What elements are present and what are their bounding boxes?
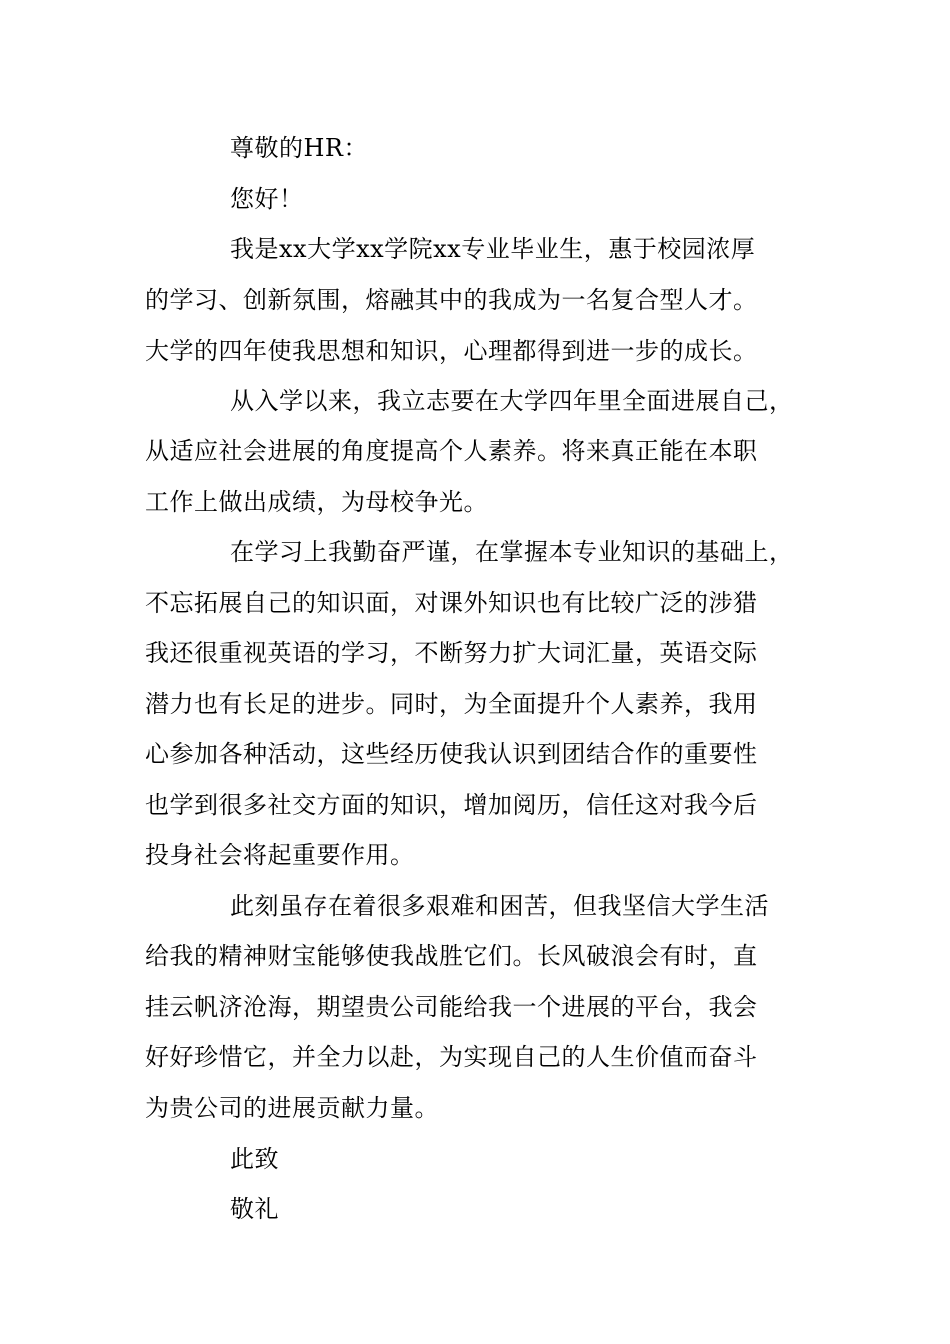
- paragraph-3-line-6: 也学到很多社交方面的知识，增加阅历，信任这对我今后: [145, 791, 758, 819]
- paragraph-4-line-5: 为贵公司的进展贡献力量。: [145, 1094, 439, 1122]
- closing-respectfully: 此致: [230, 1145, 279, 1173]
- salutation: 尊敬的HR：: [230, 134, 368, 162]
- paragraph-4-line-2: 给我的精神财宝能够使我战胜它们。长风破浪会有时，直: [145, 942, 758, 970]
- paragraph-2-line-2: 从适应社会进展的角度提高个人素养。将来真正能在本职: [145, 437, 758, 465]
- paragraph-1-line-2: 的学习、创新氛围，熔融其中的我成为一名复合型人才。: [145, 286, 758, 314]
- paragraph-3-line-3: 我还很重视英语的学习，不断努力扩大词汇量，英语交际: [145, 639, 758, 667]
- greeting: 您好！: [230, 185, 304, 213]
- paragraph-2-line-3: 工作上做出成绩，为母校争光。: [145, 488, 488, 516]
- paragraph-3-line-4: 潜力也有长足的进步。同时，为全面提升个人素养，我用: [145, 690, 758, 718]
- paragraph-3-line-2: 不忘拓展自己的知识面，对课外知识也有比较广泛的涉猎: [145, 589, 758, 617]
- paragraph-4-line-1: 此刻虽存在着很多艰难和困苦，但我坚信大学生活: [230, 892, 769, 920]
- paragraph-1-line-1: 我是xx大学xx学院xx专业毕业生，惠于校园浓厚: [230, 235, 756, 263]
- paragraph-1-line-3: 大学的四年使我思想和知识，心理都得到进一步的成长。: [145, 337, 758, 365]
- paragraph-3-line-5: 心参加各种活动，这些经历使我认识到团结合作的重要性: [145, 740, 758, 768]
- paragraph-3-line-7: 投身社会将起重要作用。: [145, 841, 415, 869]
- paragraph-4-line-4: 好好珍惜它，并全力以赴，为实现自己的人生价值而奋斗: [145, 1043, 758, 1071]
- paragraph-2-line-1: 从入学以来，我立志要在大学四年里全面进展自己，: [230, 387, 794, 415]
- paragraph-3-line-1: 在学习上我勤奋严谨，在掌握本专业知识的基础上，: [230, 538, 794, 566]
- paragraph-4-line-3: 挂云帆济沧海，期望贵公司能给我一个进展的平台，我会: [145, 993, 758, 1021]
- closing-salute: 敬礼: [230, 1195, 279, 1223]
